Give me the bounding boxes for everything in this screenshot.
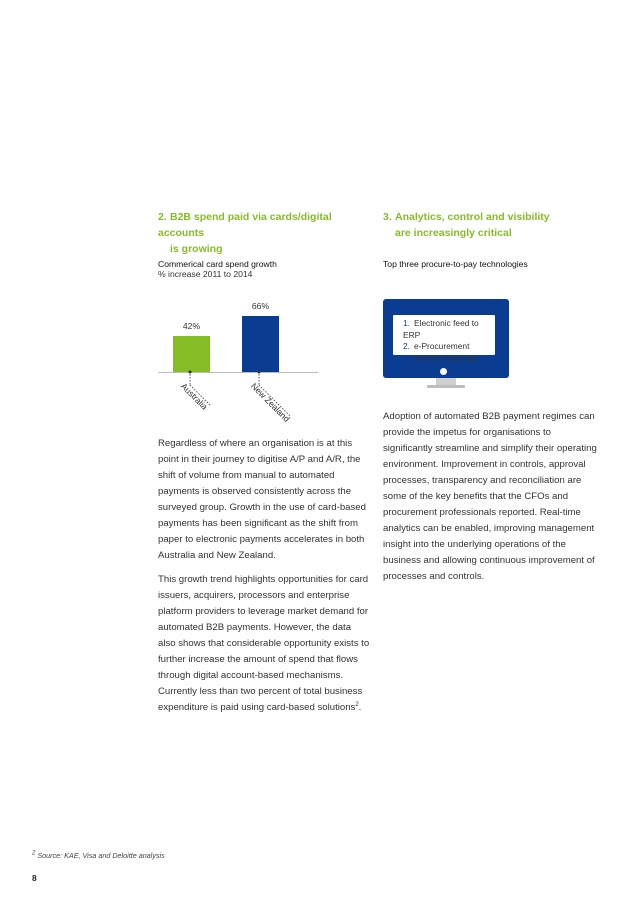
- right-paragraph-1: Adoption of automated B2B payment regimes can provide the impetus for organisations to significantly streamline and simplify their operating environment. Improvement in controls, approval processes, transparency and reconciliation are some of the key benefits that the CFOs and procurement professionals reported. Real-time analytics can be enabled, improving management insight into the underlying operations of the business and allowing continuous improvement of processes and controls.: [383, 411, 597, 582]
- section-2-title-line1: B2B spend paid via cards/digital accounts: [158, 211, 332, 239]
- monitor-power-dot: [440, 368, 447, 375]
- left-paragraph-2: This growth trend highlights opportunities for card issuers, acquirers, processors and enterprise platform providers to leverage market demand for automated B2B payments. However, the data also shows that considerable opportunity exists to further increase the amount of spend that flows through digital account-based mechanisms. Currently less than two percent of total business expenditure is paid using card-based solutions$^2$.: [158, 574, 370, 713]
- section-3-title-line2: are increasingly critical: [395, 227, 512, 239]
- monitor-icon: [383, 299, 509, 378]
- chart-title: Commerical card spend growth: [158, 259, 277, 269]
- section-2-title-line2: is growing: [170, 243, 223, 255]
- footnote: [32, 851, 165, 860]
- procure-item: 2. e-Procurement: [403, 341, 470, 351]
- right-body-text: [383, 409, 597, 593]
- procure-item: 3. Invoice scanning: [403, 352, 477, 363]
- leader-lines: [158, 295, 358, 430]
- bar-chart: [158, 295, 358, 430]
- page-number: 8: [32, 873, 37, 883]
- footnote-reference: 2: [355, 701, 359, 708]
- section-2-heading: [158, 209, 373, 257]
- procure-title: Top three procure-to-pay technologies: [383, 259, 528, 269]
- section-3-heading: [383, 209, 598, 241]
- section-3-title-line1: Analytics, control and visibility: [395, 211, 550, 223]
- category-label-new-zealand: New Zealand: [248, 381, 292, 424]
- section-2-number: 2.: [158, 211, 167, 223]
- bar-value-label-australia: 42%: [182, 321, 201, 331]
- chart-subtitle: % increase 2011 to 2014: [158, 269, 253, 279]
- category-label-australia: Australia: [178, 381, 210, 412]
- section-3-number: 3.: [383, 211, 392, 223]
- monitor-neck: [436, 378, 456, 385]
- left-paragraph-1: Regardless of where an organisation is at this point in their journey to digitise A/P and A/R, the shift of volume from manual to automated payments is observed consistently across the surveyed group. Growth in the use of card-based payments has been significant as the shift from paper to electronic payments accelerates in both Australia and New Zealand.: [158, 438, 366, 561]
- monitor-panel: [393, 315, 495, 363]
- left-body-text: [158, 436, 370, 724]
- bar-value-label-new-zealand: 66%: [251, 301, 270, 311]
- footnote-number: 2: [32, 850, 36, 857]
- footnote-text: Source: KAE, Visa and Deloitte analysis: [37, 851, 165, 860]
- procure-item: 1. Electronic feed to ERP: [403, 318, 479, 340]
- monitor-base: [427, 385, 465, 388]
